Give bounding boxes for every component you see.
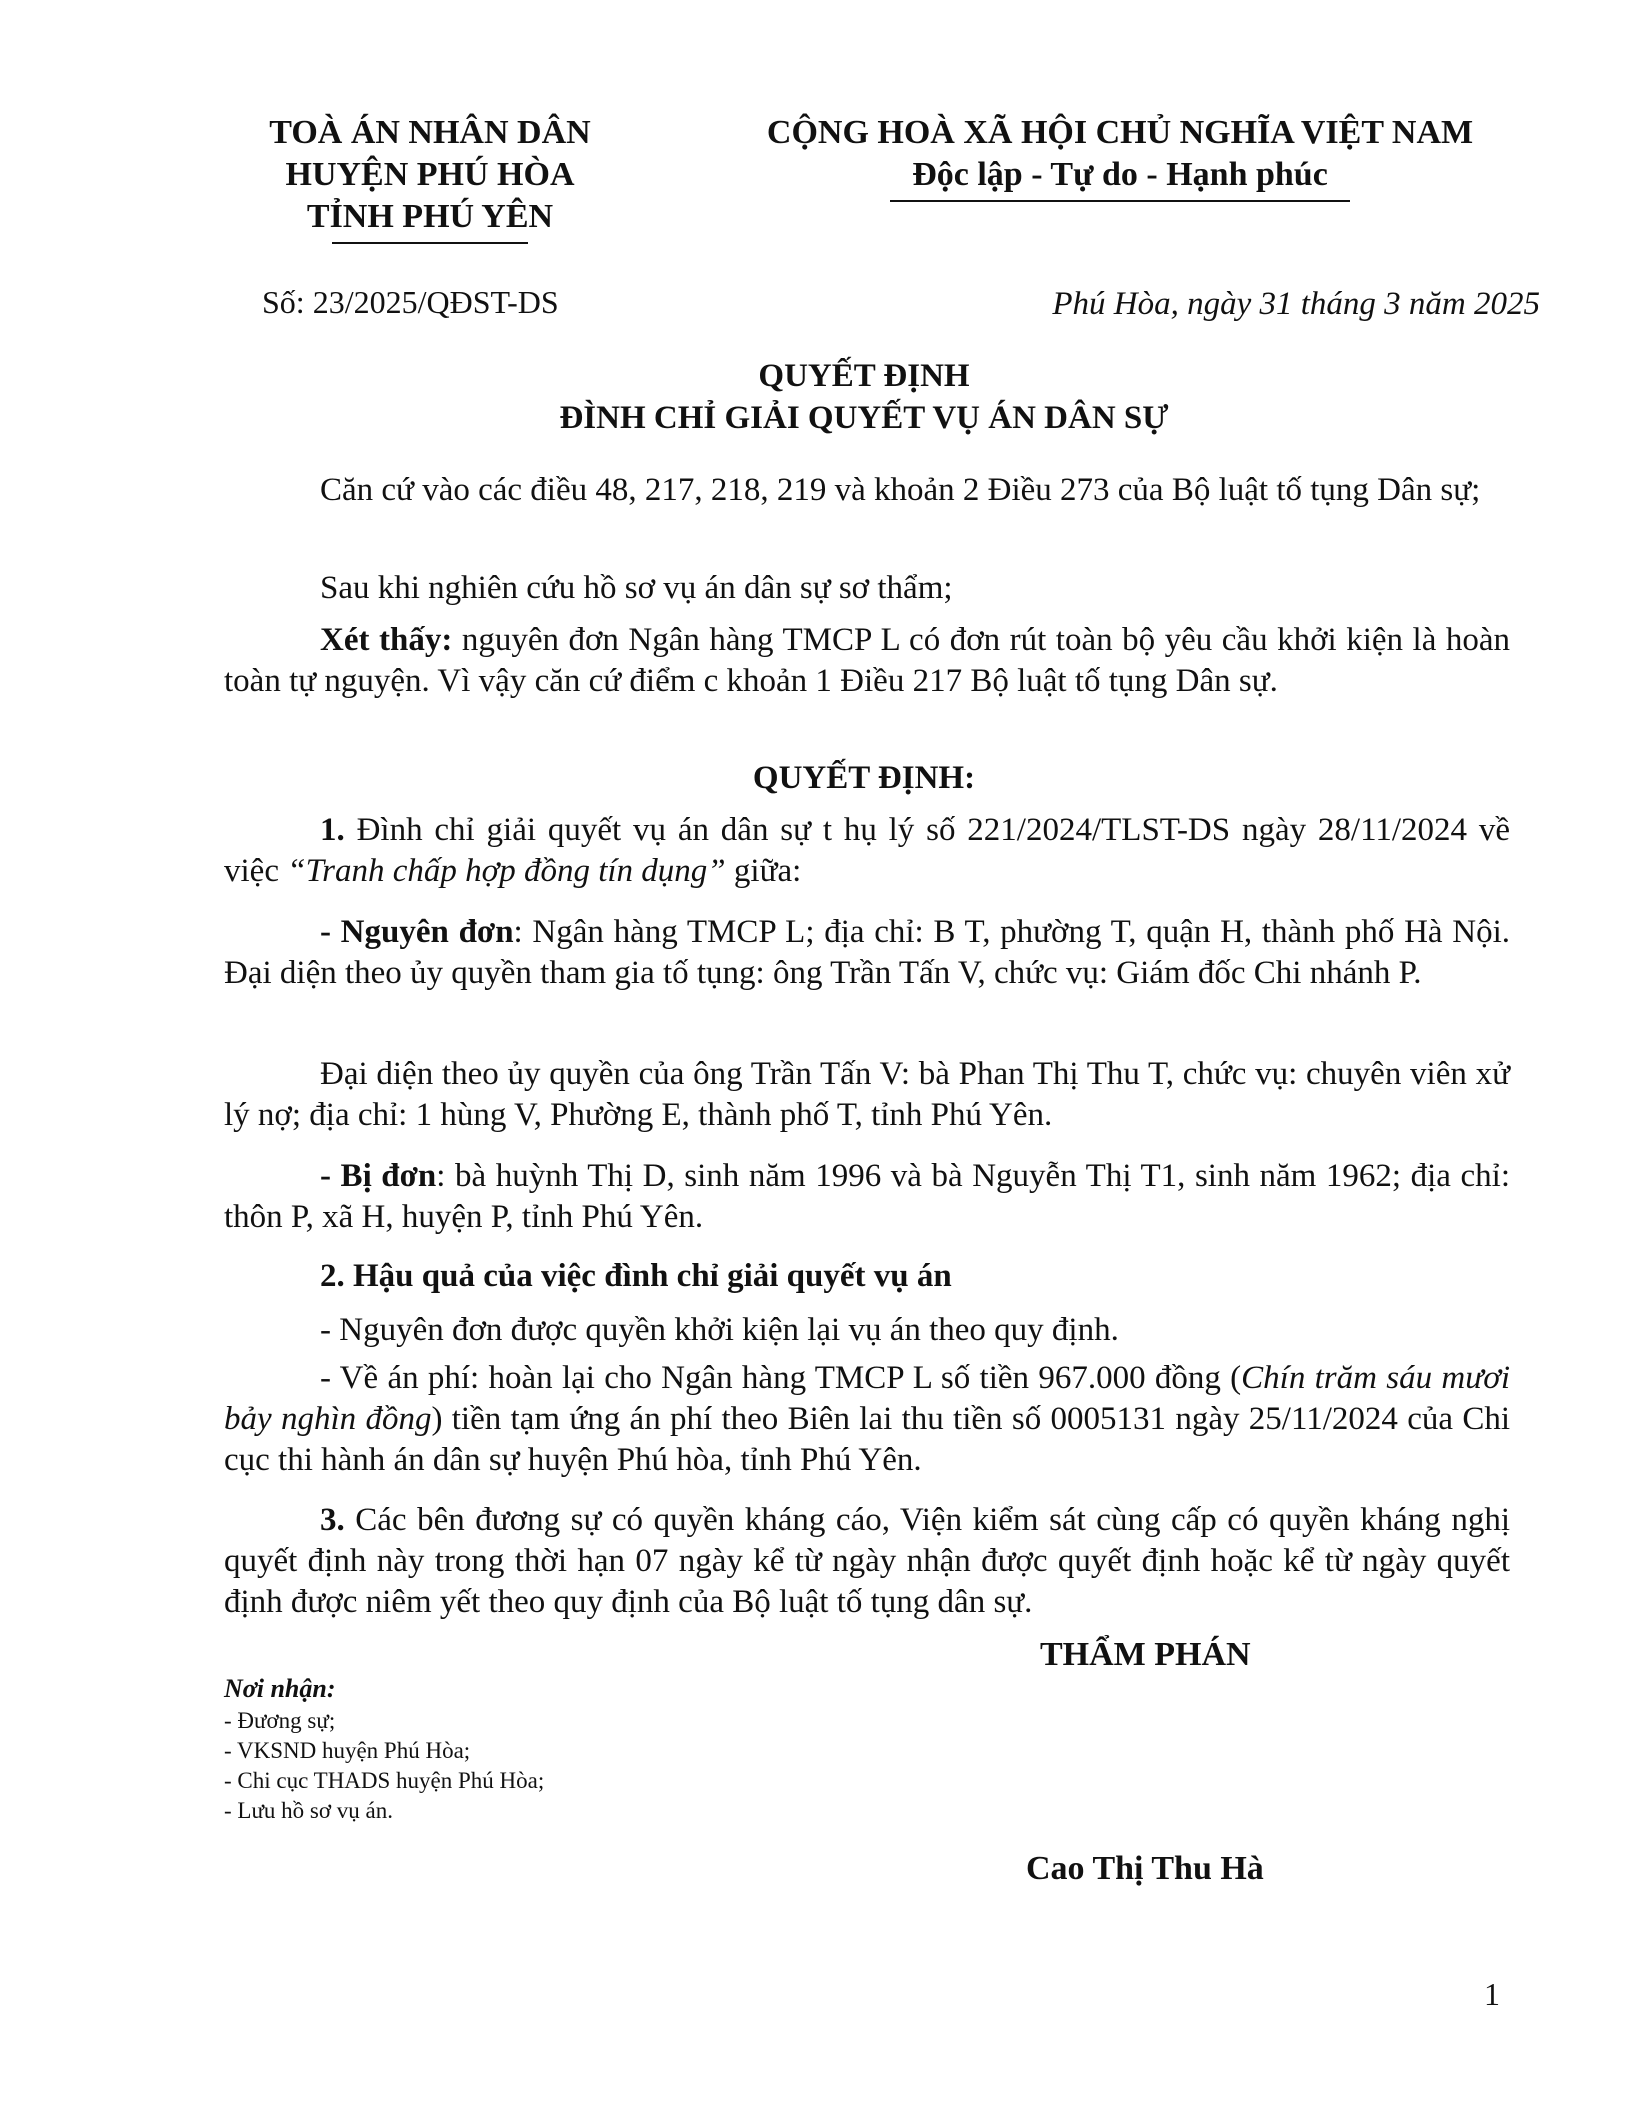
defendant-text: : bà huỳnh Thị D, sinh năm 1996 và bà Nguyễn Thị T1, sinh năm 1962; địa chỉ: thôn P, xã H, huyện P, tỉnh Phú Yên. — [224, 1158, 1511, 1235]
fee-text-a: - Về án phí: hoàn lại cho Ngân hàng TMCP L số tiền 967.000 đồng ( — [320, 1360, 1242, 1396]
court-fee-paragraph — [224, 1358, 1510, 1481]
item-1-text-b: giữa: — [725, 853, 802, 889]
document-number: Số: 23/2025/QĐST-DS — [262, 284, 559, 320]
item-3-text: Các bên đương sự có quyền kháng cáo, Viện kiểm sát cùng cấp có quyền kháng nghị quyết định này trong thời hạn 07 ngày kể từ ngày nhận được quyết định hoặc kể từ ngày quyết định được niêm yết theo quy định của Bộ luật tố tụng dân sự. — [224, 1502, 1510, 1620]
item-2-line-1: - Nguyên đơn được quyền khởi kiện lại vụ án theo quy định. — [320, 1312, 1119, 1348]
item-1-number: 1. — [320, 812, 345, 848]
national-motto: Độc lập - Tự do - Hạnh phúc — [912, 156, 1328, 193]
doc-title-line-1: QUYẾT ĐỊNH — [758, 358, 970, 394]
fee-amount-words: Chín trăm sáu mươi bảy nghìn đồng — [224, 1360, 1510, 1437]
court-name-line-2: HUYỆN PHÚ HÒA — [285, 156, 575, 193]
recipient-item: - Chi cục THADS huyện Phú Hòa; — [224, 1768, 545, 1793]
doc-title-line-2: ĐÌNH CHỈ GIẢI QUYẾT VỤ ÁN DÂN SỰ — [559, 400, 1169, 436]
decision-heading: QUYẾT ĐỊNH: — [752, 760, 976, 796]
judge-name: Cao Thị Thu Hà — [1026, 1850, 1264, 1887]
court-name-line-3: TỈNH PHÚ YÊN — [306, 198, 554, 235]
defendant-paragraph — [224, 1156, 1510, 1238]
recipient-item: - Đương sự; — [224, 1708, 336, 1733]
consideration-text: nguyên đơn Ngân hàng TMCP L có đơn rút toàn bộ yêu cầu khởi kiện là hoàn toàn tự nguyện. Vì vậy căn cứ điểm c khoản 1 Điều 217 Bộ luật tố tụng Dân sự. — [224, 622, 1510, 699]
fee-text-b: ) tiền tạm ứng án phí theo Biên lai thu tiền số 0005131 ngày 25/11/2024 của Chi cục thi hành án dân sự huyện Phú hòa, tỉnh Phú Yên. — [224, 1401, 1510, 1478]
recipients-block — [224, 1672, 544, 1826]
plaintiff-text: : Ngân hàng TMCP L; địa chỉ: B T, phường T, quận H, thành phố Hà Nội. Đại diện theo ủy quyền tham gia tố tụng: ông Trần Tấn V, chức vụ: Giám đốc Chi nhánh P. — [224, 914, 1510, 991]
item-1-text-a: Đình chỉ giải quyết vụ án dân sự t hụ lý số 221/2024/TLST-DS ngày 28/11/2024 về việc — [224, 812, 1510, 889]
court-name-line-1: TOÀ ÁN NHÂN DÂN — [269, 114, 591, 151]
place-date: Phú Hòa, ngày 31 tháng 3 năm 2025 — [1052, 286, 1540, 322]
national-title: CỘNG HOÀ XÃ HỘI CHỦ NGHĨA VIỆT NAM — [766, 114, 1474, 151]
court-header-underline — [332, 242, 528, 244]
court-header — [240, 112, 620, 244]
signature-role: THẨM PHÁN — [1040, 1636, 1251, 1673]
item-3-number: 3. — [320, 1502, 345, 1538]
basis-paragraph-2: Sau khi nghiên cứu hồ sơ vụ án dân sự sơ thẩm; — [320, 570, 953, 606]
consideration-label: Xét thấy: — [320, 622, 453, 658]
recipients-heading: Nơi nhận: — [224, 1674, 336, 1703]
case-name: “Tranh chấp hợp đồng tín dụng” — [287, 853, 726, 889]
page-number: 1 — [1484, 1976, 1500, 2012]
basis-paragraph-3 — [224, 620, 1510, 702]
item-3-paragraph — [224, 1500, 1510, 1623]
national-header — [700, 112, 1540, 202]
item-1-paragraph — [224, 810, 1510, 892]
item-2-heading: 2. Hậu quả của việc đình chỉ giải quyết vụ án — [320, 1258, 952, 1294]
national-motto-underline — [890, 200, 1350, 202]
plaintiff-paragraph — [224, 912, 1510, 994]
representative-paragraph: Đại diện theo ủy quyền của ông Trần Tấn V: bà Phan Thị Thu T, chức vụ: chuyên viên xử lý nợ; địa chỉ: 1 hùng V, Phường E, thành phố T, tỉnh Phú Yên. — [224, 1056, 1510, 1133]
recipient-item: - Lưu hồ sơ vụ án. — [224, 1798, 393, 1823]
recipient-item: - VKSND huyện Phú Hòa; — [224, 1738, 471, 1763]
basis-paragraph-1: Căn cứ vào các điều 48, 217, 218, 219 và khoản 2 Điều 273 của Bộ luật tố tụng Dân sự; — [320, 472, 1481, 508]
plaintiff-label: - Nguyên đơn — [320, 914, 514, 950]
defendant-label: - Bị đơn — [320, 1158, 437, 1194]
